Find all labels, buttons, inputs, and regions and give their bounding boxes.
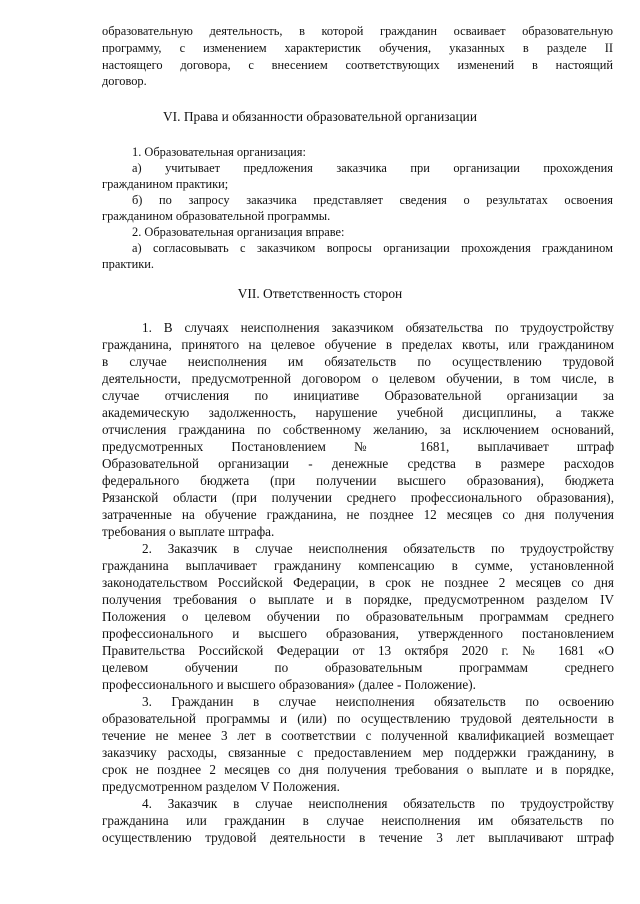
section-7-p1-line: требования о выплате штрафа. — [102, 524, 275, 539]
section-7-p1-line: гражданина, принятого на целевое обучение в пределах квоты, или гражданином — [102, 337, 614, 352]
intro-line: договор. — [102, 74, 147, 88]
section-7-p4-line: осуществлению трудовой деятельности в течение 3 лет выплачивают штраф — [102, 830, 614, 845]
section-7-p4-line: 4. Заказчик в случае неисполнения обязательств по трудоустройству — [142, 796, 614, 811]
section-7-p1-line: отчисления гражданина по собственному желанию, за исключением оснований, — [102, 422, 614, 437]
section-7-p2-line: 2. Заказчик в случае неисполнения обязательств по трудоустройству — [142, 541, 614, 556]
section-7-p2-line: гражданина выплачивает гражданину компенсацию в сумме, установленной — [102, 558, 614, 573]
section-7-p1-line: случае отчисления по инициативе Образовательной организации за — [102, 388, 614, 403]
section-7-p1-line: предусмотренных Постановлением № 1681, выплачивает штраф — [102, 439, 614, 454]
section-7-heading: VII. Ответственность сторон — [237, 286, 403, 301]
section-7-p1-line: академическую задолженность, нарушение учебной дисциплины, а также — [102, 405, 614, 420]
section-7-p1-line: Рязанской области (при получении среднего профессионального образования), — [102, 490, 614, 505]
section-7-p1-line: 1. В случаях неисполнения заказчиком обязательства по трудоустройству — [142, 320, 614, 335]
section-7-p2-line: получения требования о выплате и в порядке, предусмотренном разделом IV — [102, 592, 614, 607]
section-6-line: б) по запросу заказчика представляет сведения о результатах освоения — [132, 193, 613, 207]
section-7-p3-line: 3. Гражданин в случае неисполнения обязательств по освоению — [142, 694, 614, 709]
section-7-p3-line: предусмотренном разделом V Положения. — [102, 779, 340, 794]
section-6-line: гражданином практики; — [102, 177, 229, 191]
section-6-line: гражданином образовательной программы. — [102, 209, 331, 223]
section-7-p2-line: Правительства Российской Федерации от 13 октября 2020 г. № 1681 «О — [102, 643, 614, 658]
intro-line: настоящего договора, с внесением соответствующих изменений в настоящий — [102, 58, 613, 72]
section-7-p1-line: затраченные на обучение гражданина, не позднее 12 месяцев со дня получения — [102, 507, 614, 522]
intro-line: программу, с изменением характеристик обучения, указанных в разделе II — [102, 41, 613, 55]
intro-line: образовательную деятельность, в которой гражданин осваивает образовательную — [102, 24, 613, 38]
section-6-line: 1. Образовательная организация: — [132, 145, 306, 159]
section-7-p2-line: законодательством Российской Федерации, в срок не позднее 2 месяцев со дня — [102, 575, 614, 590]
section-7-p3-line: образовательной программы и (или) по осуществлению трудовой деятельности в — [102, 711, 614, 726]
section-7-p3-line: течение не менее 3 лет в соответствии с полученной квалификацией возмещает — [102, 728, 614, 743]
section-6-line: а) согласовывать с заказчиком вопросы организации прохождения гражданином — [132, 241, 613, 255]
section-7-p1-line: Образовательной организации - денежные средства в размере расходов — [102, 456, 614, 471]
section-6-heading: VI. Права и обязанности образовательной организации — [163, 109, 477, 124]
section-7-p2-line: целевом обучении по образовательным программам среднего — [102, 660, 614, 675]
section-6-line: а) учитывает предложения заказчика при организации прохождения — [132, 161, 613, 175]
section-7-p1-line: в случае неисполнения им обязательств по осуществлению трудовой — [102, 354, 614, 369]
section-7-p4-line: гражданина или гражданин в случае неисполнения им обязательств по — [102, 813, 614, 828]
section-7-p3-line: срок не позднее 2 месяцев со дня получения требования о выплате и в порядке, — [102, 762, 614, 777]
section-7-p1-line: деятельности, предусмотренной договором о целевом обучении, в том числе, в — [102, 371, 614, 386]
section-7-p2-line: профессионального и высшего образования» (далее - Положение). — [102, 677, 476, 692]
section-6-line: практики. — [102, 257, 154, 271]
section-7-p1-line: федерального бюджета (при получении высшего образования), бюджета — [102, 473, 614, 488]
section-7-p2-line: Положения о целевом обучении по образовательным программам среднего — [102, 609, 614, 624]
section-6-line: 2. Образовательная организация вправе: — [132, 225, 345, 239]
section-7-p2-line: профессионального и высшего образования, утвержденного постановлением — [102, 626, 614, 641]
section-7-p3-line: заказчику расходы, связанные с предоставлением мер поддержки гражданину, в — [102, 745, 614, 760]
